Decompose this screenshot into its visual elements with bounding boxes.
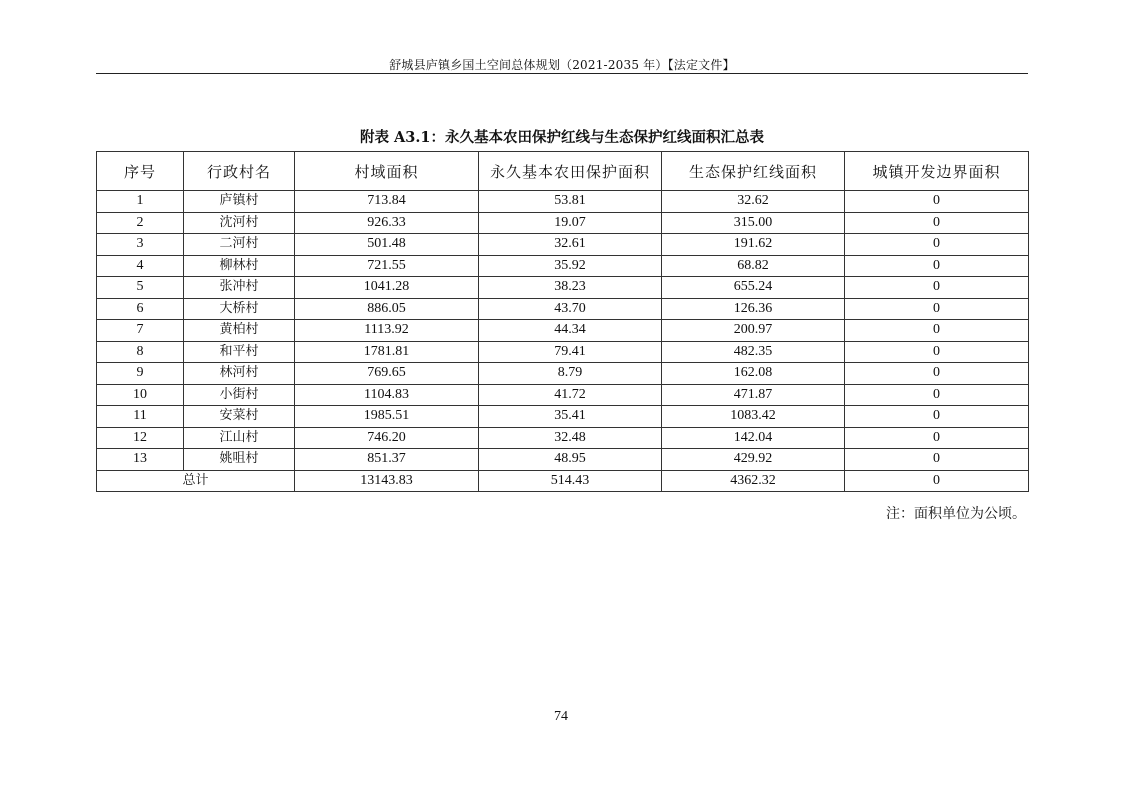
total-farmland: 514.43	[479, 470, 662, 492]
column-header-no: 序号	[97, 152, 184, 191]
table-row	[97, 255, 1029, 277]
cell-no: 7	[97, 320, 184, 342]
cell-eco: 429.92	[662, 449, 845, 471]
table-row	[97, 406, 1029, 428]
header-divider	[96, 73, 1028, 74]
table-header-row	[97, 152, 1029, 191]
cell-no: 13	[97, 449, 184, 471]
cell-eco: 1083.42	[662, 406, 845, 428]
cell-area: 501.48	[295, 234, 479, 256]
total-eco: 4362.32	[662, 470, 845, 492]
cell-no: 9	[97, 363, 184, 385]
cell-no: 4	[97, 255, 184, 277]
column-header-village: 行政村名	[184, 152, 295, 191]
cell-area: 1985.51	[295, 406, 479, 428]
running-header: 舒城县庐镇乡国土空间总体规划（2021-2035 年）【法定文件】	[389, 58, 735, 72]
cell-farmland: 41.72	[479, 384, 662, 406]
cell-urban: 0	[845, 320, 1029, 342]
table-row	[97, 427, 1029, 449]
cell-village: 林河村	[184, 363, 295, 385]
cell-urban: 0	[845, 341, 1029, 363]
cell-village: 黄柏村	[184, 320, 295, 342]
cell-urban: 0	[845, 298, 1029, 320]
cell-village: 小街村	[184, 384, 295, 406]
cell-eco: 315.00	[662, 212, 845, 234]
cell-village: 张冲村	[184, 277, 295, 299]
cell-urban: 0	[845, 449, 1029, 471]
table-row	[97, 212, 1029, 234]
cell-village: 沈河村	[184, 212, 295, 234]
cell-village: 柳林村	[184, 255, 295, 277]
cell-area: 713.84	[295, 191, 479, 213]
cell-farmland: 32.48	[479, 427, 662, 449]
table-row	[97, 341, 1029, 363]
cell-no: 12	[97, 427, 184, 449]
total-label: 总计	[97, 470, 295, 492]
cell-village: 二河村	[184, 234, 295, 256]
cell-farmland: 8.79	[479, 363, 662, 385]
cell-no: 2	[97, 212, 184, 234]
cell-no: 6	[97, 298, 184, 320]
cell-area: 769.65	[295, 363, 479, 385]
cell-urban: 0	[845, 255, 1029, 277]
table-row	[97, 191, 1029, 213]
cell-farmland: 38.23	[479, 277, 662, 299]
table-title: 附表 A3.1：永久基本农田保护红线与生态保护红线面积汇总表	[359, 129, 765, 146]
column-header-farmland: 永久基本农田保护面积	[479, 152, 662, 191]
table-row	[97, 234, 1029, 256]
cell-no: 3	[97, 234, 184, 256]
cell-village: 江山村	[184, 427, 295, 449]
cell-eco: 200.97	[662, 320, 845, 342]
cell-urban: 0	[845, 363, 1029, 385]
cell-no: 10	[97, 384, 184, 406]
cell-area: 1781.81	[295, 341, 479, 363]
cell-farmland: 35.41	[479, 406, 662, 428]
cell-village: 大桥村	[184, 298, 295, 320]
cell-village: 安菜村	[184, 406, 295, 428]
table-row	[97, 320, 1029, 342]
cell-area: 851.37	[295, 449, 479, 471]
cell-no: 8	[97, 341, 184, 363]
cell-farmland: 53.81	[479, 191, 662, 213]
table-row	[97, 449, 1029, 471]
cell-no: 11	[97, 406, 184, 428]
table-row	[97, 298, 1029, 320]
cell-eco: 68.82	[662, 255, 845, 277]
table-row	[97, 384, 1029, 406]
cell-area: 746.20	[295, 427, 479, 449]
table-note: 注：面积单位为公顷。	[886, 506, 1026, 522]
cell-urban: 0	[845, 212, 1029, 234]
cell-farmland: 48.95	[479, 449, 662, 471]
cell-urban: 0	[845, 277, 1029, 299]
column-header-eco: 生态保护红线面积	[662, 152, 845, 191]
cell-farmland: 43.70	[479, 298, 662, 320]
cell-area: 926.33	[295, 212, 479, 234]
total-urban: 0	[845, 470, 1029, 492]
cell-area: 1113.92	[295, 320, 479, 342]
table-total-row	[97, 470, 1029, 492]
cell-eco: 655.24	[662, 277, 845, 299]
cell-no: 1	[97, 191, 184, 213]
cell-eco: 126.36	[662, 298, 845, 320]
table-body	[97, 191, 1029, 492]
cell-farmland: 32.61	[479, 234, 662, 256]
column-header-area: 村域面积	[295, 152, 479, 191]
table-row	[97, 277, 1029, 299]
table-row	[97, 363, 1029, 385]
page-number: 74	[554, 709, 568, 724]
column-header-urban: 城镇开发边界面积	[845, 152, 1029, 191]
cell-no: 5	[97, 277, 184, 299]
cell-urban: 0	[845, 234, 1029, 256]
cell-eco: 482.35	[662, 341, 845, 363]
cell-farmland: 79.41	[479, 341, 662, 363]
cell-urban: 0	[845, 384, 1029, 406]
cell-urban: 0	[845, 191, 1029, 213]
cell-eco: 32.62	[662, 191, 845, 213]
cell-eco: 191.62	[662, 234, 845, 256]
cell-village: 庐镇村	[184, 191, 295, 213]
cell-village: 和平村	[184, 341, 295, 363]
cell-eco: 142.04	[662, 427, 845, 449]
cell-village: 姚咀村	[184, 449, 295, 471]
cell-area: 721.55	[295, 255, 479, 277]
cell-urban: 0	[845, 406, 1029, 428]
cell-eco: 162.08	[662, 363, 845, 385]
cell-area: 886.05	[295, 298, 479, 320]
cell-eco: 471.87	[662, 384, 845, 406]
total-area: 13143.83	[295, 470, 479, 492]
cell-farmland: 35.92	[479, 255, 662, 277]
cell-area: 1041.28	[295, 277, 479, 299]
cell-farmland: 19.07	[479, 212, 662, 234]
cell-farmland: 44.34	[479, 320, 662, 342]
cell-area: 1104.83	[295, 384, 479, 406]
cell-urban: 0	[845, 427, 1029, 449]
summary-table	[96, 151, 1029, 492]
